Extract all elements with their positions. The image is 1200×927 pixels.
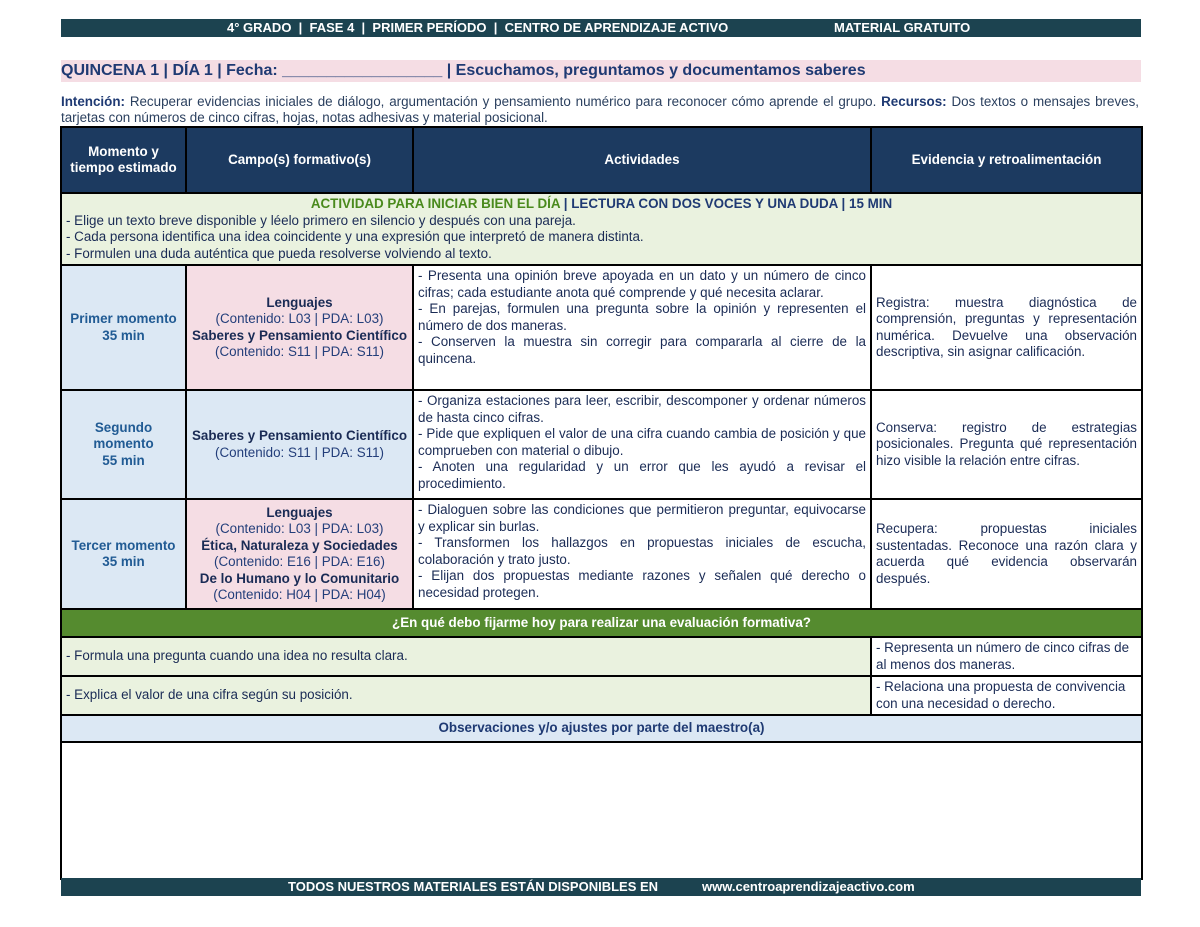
moment-cell [61, 265, 186, 390]
evaluation-item-spacer [413, 676, 871, 715]
evidence-cell: Registra: muestra diagnóstica de comprensión, preguntas y representación numérica. Devuelve una observación descriptiva, sin asignar calificación. [871, 265, 1142, 390]
campo-name: Lenguajes [266, 504, 333, 520]
intent-text: Recuperar evidencias iniciales de diálogo, argumentación y pensamiento numérico para reconocer cómo aprende el grupo. [124, 94, 882, 109]
header-activities: Actividades [413, 127, 871, 193]
resources-text: Dos textos o mensajes breves, tarjetas con números de cinco cifras, hojas, notas adhesivas y material posicional. [61, 94, 1139, 125]
table-row [61, 390, 1142, 499]
campo-cell [186, 265, 413, 390]
observations-body-row [61, 742, 1142, 879]
evidence-cell: Recupera: propuestas iniciales sustentadas. Reconoce una razón clara y acuerda qué evidencia observarán después. [871, 499, 1142, 609]
start-activity-line: - Elige un texto breve disponible y léelo primero en silencio y después con una pareja. [66, 212, 576, 228]
campo-name: Ética, Naturaleza y Sociedades [201, 537, 398, 553]
activity-line: - Organiza estaciones para leer, escribir, descomponer y ordenar números de hasta cinco cifras. [418, 393, 866, 425]
header-free-material: MATERIAL GRATUITO [834, 20, 971, 35]
header-bar [61, 19, 1141, 37]
activity-line: - Pide que expliquen el valor de una cifra cuando cambia de posición y que comprueben con material o dibujo. [418, 426, 866, 458]
footer-text: TODOS NUESTROS MATERIALES ESTÁN DISPONIBLES EN [288, 879, 659, 894]
evaluation-header-row [61, 609, 1142, 637]
campo-cell [186, 499, 413, 609]
start-activity-cell [61, 193, 1142, 265]
activities-cell [413, 265, 871, 390]
start-activity-title-green: ACTIVIDAD PARA INICIAR BIEN EL DÍA [310, 196, 561, 211]
campo-name: Saberes y Pensamiento Científico [191, 428, 408, 443]
campo-content: (Contenido: L03 | PDA: L03) [215, 311, 384, 326]
table-header-row [61, 127, 1142, 193]
footer-website-link[interactable]: www.centroaprendizajeactivo.com [702, 879, 915, 894]
moment-name: Primer momento [70, 311, 177, 326]
start-activity-row [61, 193, 1142, 265]
activities-cell [413, 390, 871, 499]
activity-line: - Conserven la muestra sin corregir para compararla al cierre de la quincena. [418, 334, 866, 366]
start-activity-line: - Formulen una duda auténtica que pueda resolverse volviendo al texto. [66, 245, 492, 261]
intent-paragraph [61, 94, 1139, 126]
evaluation-row [61, 676, 1142, 715]
campo-content: (Contenido: S11 | PDA: S11) [215, 344, 384, 359]
activity-line: - Anoten una regularidad y un error que les ayudó a revisar el procedimiento. [418, 459, 866, 491]
header-moment: Momento y tiempo estimado [61, 127, 186, 193]
campo-content: (Contenido: E16 | PDA: E16) [214, 554, 385, 569]
moment-time: 35 min [102, 554, 145, 569]
moment-time: 55 min [102, 452, 145, 468]
table-row [61, 499, 1142, 609]
moment-time: 35 min [102, 327, 145, 343]
campo-content: (Contenido: H04 | PDA: H04) [213, 587, 386, 602]
activity-line: - Dialoguen sobre las condiciones que permitieron preguntar, equivocarse y explicar sin burlas. [418, 502, 866, 534]
activity-line: - Presenta una opinión breve apoyada en un dato y un número de cinco cifras; cada estudiante anota qué comprende y qué necesita aclarar. [418, 268, 866, 300]
observations-header-row [61, 715, 1142, 742]
evaluation-item: - Explica el valor de una cifra según su posición. [61, 676, 413, 715]
activities-cell [413, 499, 871, 609]
activity-line: - En parejas, formulen una pregunta sobre la opinión y representen el número de dos maneras. [418, 301, 866, 333]
footer-bar [61, 878, 1141, 896]
evaluation-item: - Formula una pregunta cuando una idea no resulta clara. [61, 637, 413, 676]
start-activity-line: - Cada persona identifica una idea coincidente y una expresión que interpretó de manera distinta. [66, 229, 644, 244]
start-activity-title-navy: | LECTURA CON DOS VOCES Y UNA DUDA | 15 MIN [560, 196, 893, 211]
header-campo: Campo(s) formativo(s) [186, 127, 413, 193]
header-grade-info: 4° GRADO | FASE 4 | PRIMER PERÍODO | CENTRO DE APRENDIZAJE ACTIVO [227, 20, 729, 35]
evidence-cell: Conserva: registro de estrategias posicionales. Pregunta qué representación hizo visible la relación entre cifras. [871, 390, 1142, 499]
activity-line: - Transformen los hallazgos en propuestas iniciales de escucha, colaboración y trato justo. [418, 535, 866, 567]
moment-cell [61, 499, 186, 609]
campo-content: (Contenido: L03 | PDA: L03) [215, 521, 384, 536]
table-row [61, 265, 1142, 390]
moment-name: Segundo momento [93, 419, 154, 452]
campo-name: De lo Humano y lo Comunitario [199, 570, 400, 586]
moment-cell [61, 390, 186, 499]
page-title [61, 60, 1141, 82]
campo-name: Saberes y Pensamiento Científico [191, 327, 408, 343]
evaluation-item-spacer [413, 637, 871, 676]
campo-cell [186, 390, 413, 499]
evaluation-item: - Relaciona una propuesta de convivencia con una necesidad o derecho. [871, 676, 1142, 715]
observations-title: Observaciones y/o ajustes por parte del maestro(a) [61, 715, 1142, 742]
evaluation-row [61, 637, 1142, 676]
planning-table [60, 126, 1143, 880]
evaluation-item: - Representa un número de cinco cifras de al menos dos maneras. [871, 637, 1142, 676]
resources-label: Recursos: [881, 94, 947, 109]
intent-label: Intención: [61, 94, 125, 109]
activity-line: - Elijan dos propuestas mediante razones y señalen qué derecho o necesidad protegen. [418, 568, 866, 600]
moment-name: Tercer momento [71, 537, 176, 553]
campo-name: Lenguajes [266, 294, 333, 310]
campo-content: (Contenido: S11 | PDA: S11) [215, 444, 384, 460]
page-title-text: QUINCENA 1 | DÍA 1 | Fecha: __________________ | Escuchamos, preguntamos y documentamos saberes [61, 62, 866, 79]
observations-input-area[interactable] [61, 742, 1142, 879]
evaluation-title: ¿En qué debo fijarme hoy para realizar una evaluación formativa? [61, 609, 1142, 637]
start-activity-title [66, 196, 1137, 213]
header-evidence: Evidencia y retroalimentación [871, 127, 1142, 193]
